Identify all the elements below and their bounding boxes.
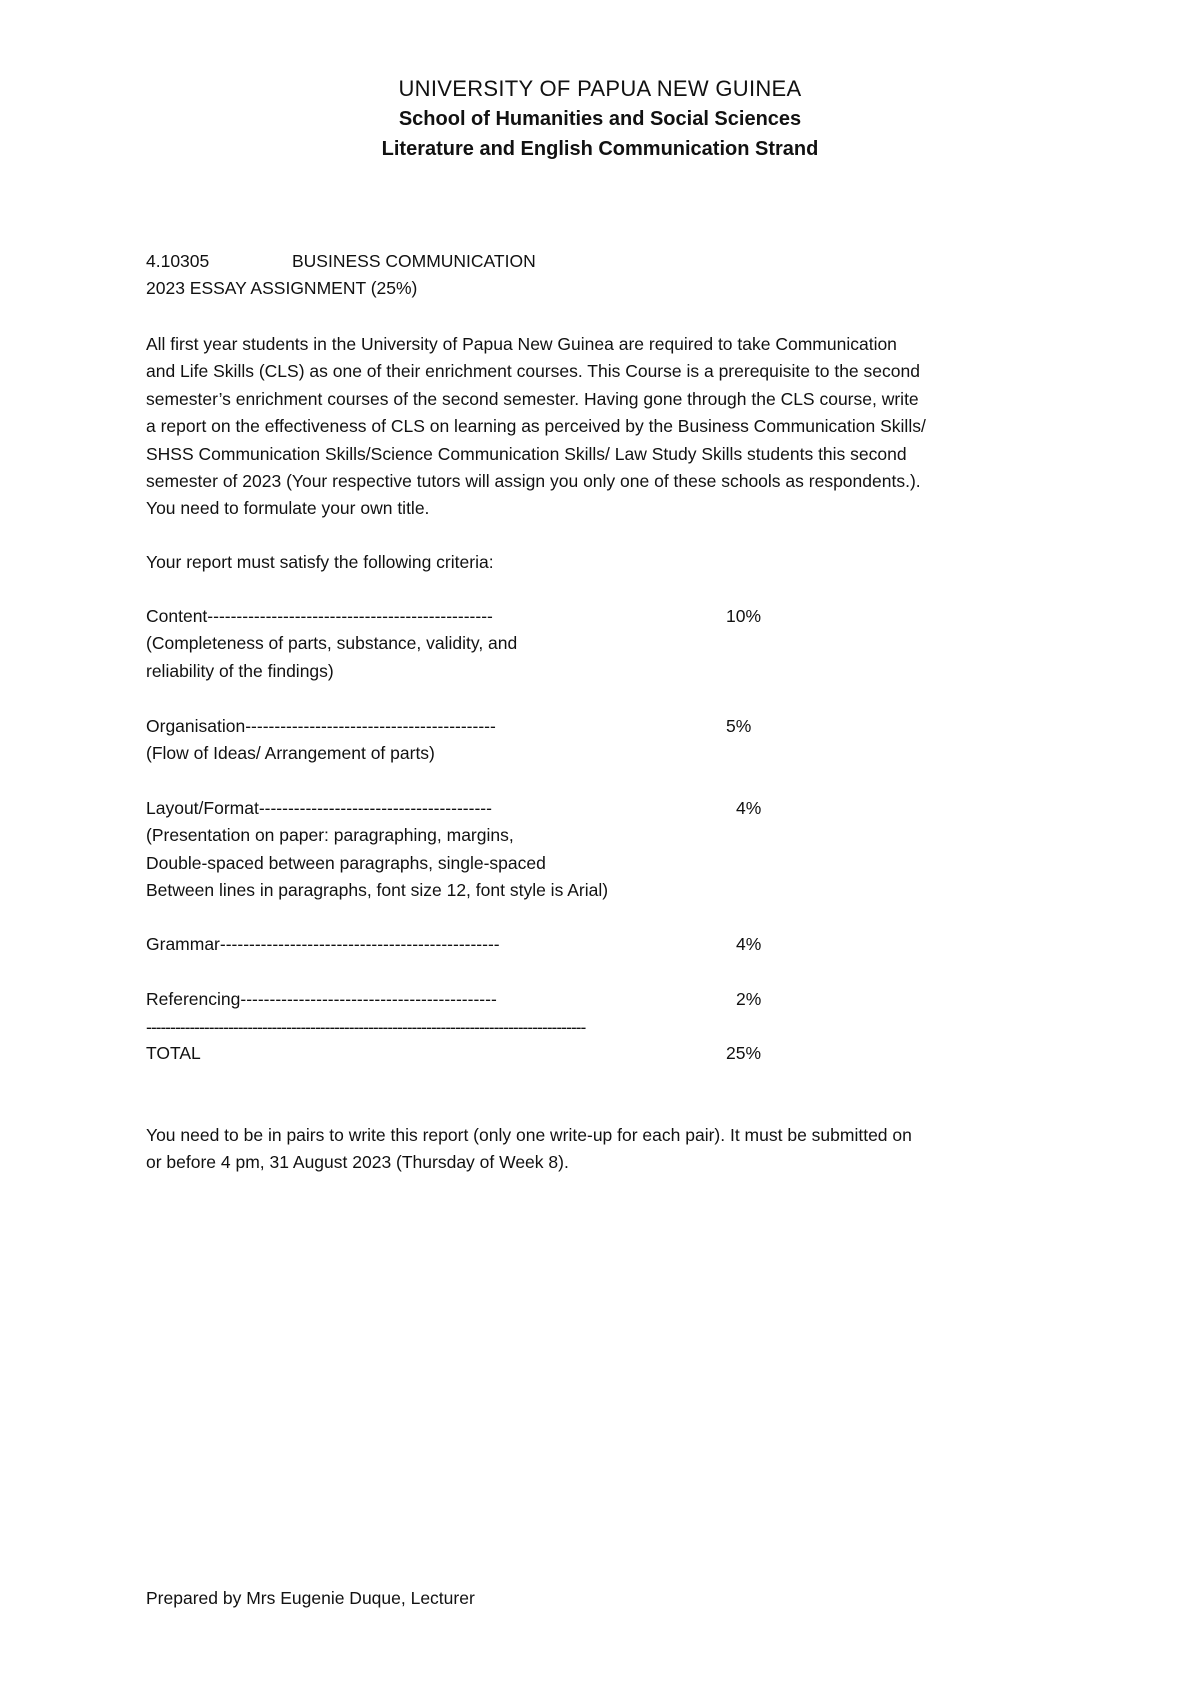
criteria-intro: Your report must satisfy the following criteria: <box>146 552 494 572</box>
criterion-description: (Completeness of parts, substance, validity, and <box>146 633 518 654</box>
criterion-label: Layout/Format---------------------------------------- <box>146 798 492 818</box>
intro-paragraph <box>146 331 1066 523</box>
document-header <box>0 74 1200 164</box>
criterion-organisation <box>146 713 766 768</box>
total-divider: ------------------------------------------------------------------------------------------- <box>146 1017 586 1037</box>
intro-line: semester’s enrichment courses of the second semester. Having gone through the CLS course, write <box>146 388 919 409</box>
intro-line: a report on the effectiveness of CLS on learning as perceived by the Business Communication Skills/ <box>146 416 926 437</box>
course-line <box>146 248 1066 275</box>
criterion-percent: 10% <box>726 606 762 626</box>
criterion-referencing <box>146 986 766 1013</box>
prepared-by-footer: Prepared by Mrs Eugenie Duque, Lecturer <box>146 1588 475 1608</box>
criterion-description: Between lines in paragraphs, font size 12, font style is Arial) <box>146 880 609 901</box>
criterion-total <box>146 1040 766 1067</box>
criterion-description: (Flow of Ideas/ Arrangement of parts) <box>146 743 435 764</box>
university-name: UNIVERSITY OF PAPUA NEW GUINEA <box>398 76 802 101</box>
criterion-content <box>146 603 766 685</box>
intro-line: and Life Skills (CLS) as one of their enrichment courses. This Course is a prerequisite to the second <box>146 361 920 382</box>
assignment-title: 2023 ESSAY ASSIGNMENT (25%) <box>146 278 418 298</box>
criterion-description: Double-spaced between paragraphs, single-spaced <box>146 852 546 873</box>
intro-line: SHSS Communication Skills/Science Communication Skills/ Law Study Skills students this second <box>146 443 907 464</box>
criterion-percent: 2% <box>736 989 762 1009</box>
school-name: School of Humanities and Social Sciences <box>398 108 802 130</box>
criterion-percent: 4% <box>736 934 762 954</box>
criterion-percent: 4% <box>736 798 762 818</box>
criterion-grammar <box>146 931 766 958</box>
total-percent: 25% <box>726 1043 762 1063</box>
intro-line: semester of 2023 (Your respective tutors will assign you only one of these schools as respondents.). <box>146 471 921 492</box>
intro-line: You need to formulate your own title. <box>146 498 430 519</box>
criterion-percent: 5% <box>726 716 752 736</box>
submission-paragraph <box>146 1122 1066 1177</box>
criterion-description: (Presentation on paper: paragraphing, margins, <box>146 825 514 846</box>
criterion-label: Content------------------------------------------------- <box>146 606 493 626</box>
criterion-description: reliability of the findings) <box>146 660 334 681</box>
strand-name: Literature and English Communication Strand <box>381 138 819 160</box>
submission-line: or before 4 pm, 31 August 2023 (Thursday of Week 8). <box>146 1152 569 1173</box>
course-code: 4.10305 <box>146 251 210 271</box>
course-name: BUSINESS COMMUNICATION <box>292 251 536 271</box>
criterion-layout <box>146 795 766 905</box>
total-label: TOTAL <box>146 1043 201 1063</box>
intro-line: All first year students in the University of Papua New Guinea are required to take Communication <box>146 334 897 354</box>
criterion-label: Organisation------------------------------------------- <box>146 716 496 736</box>
criterion-label: Grammar------------------------------------------------ <box>146 934 500 954</box>
submission-line: You need to be in pairs to write this report (only one write-up for each pair). It must be submitted on <box>146 1125 912 1145</box>
criterion-label: Referencing-------------------------------------------- <box>146 989 497 1009</box>
